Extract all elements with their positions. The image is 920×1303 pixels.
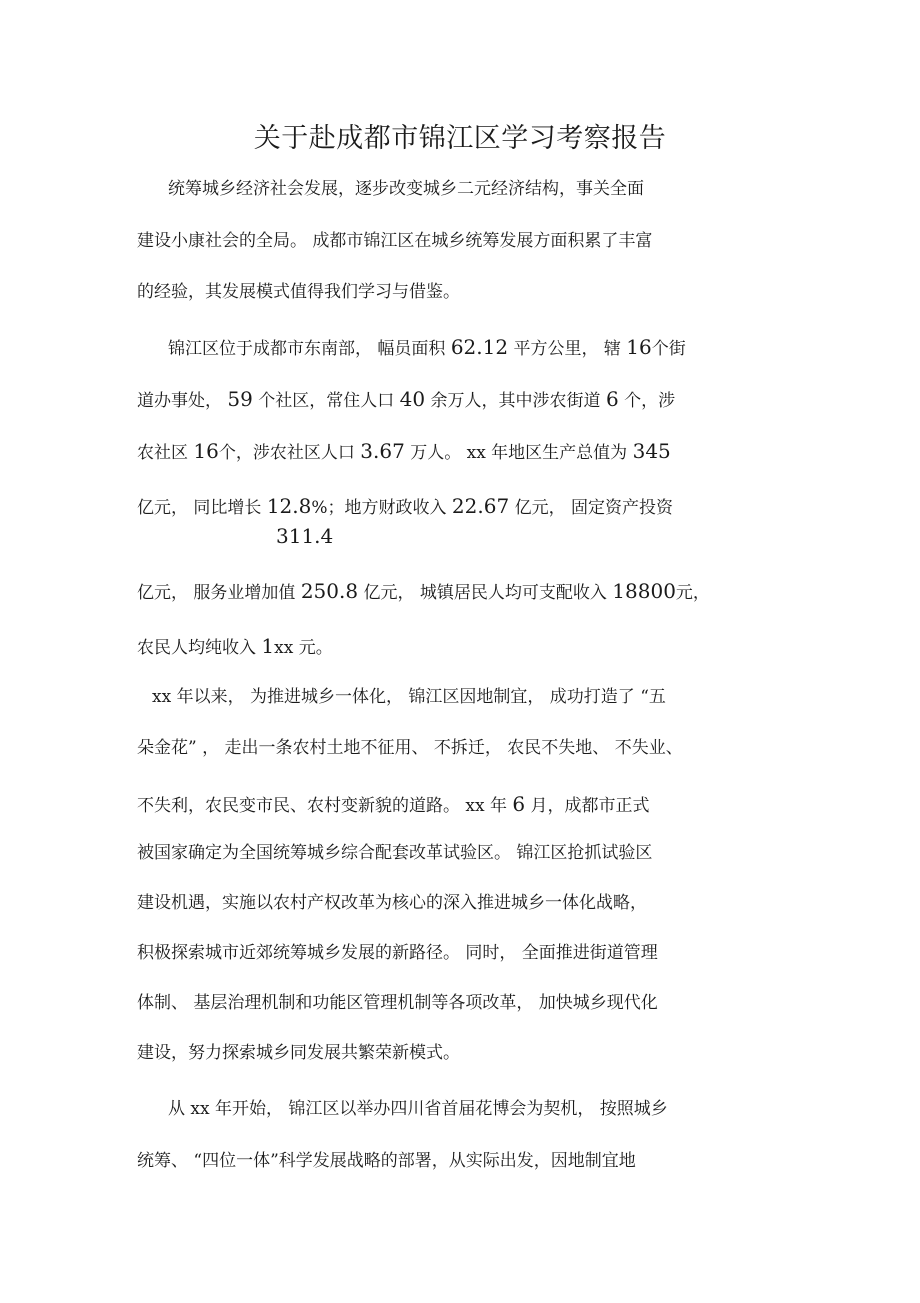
p2-line-3: 农社区 16个，涉农社区人口 3.67 万人。 xx 年地区生产总值为 345 [137, 439, 671, 463]
p2-line-6: 农民人均纯收入 1xx 元。 [137, 634, 333, 658]
p1-line-3: 的经验，其发展模式值得我们学习与借鉴。 [137, 282, 460, 302]
p2-line-1: 锦江区位于成都市东南部， 幅员面积 62.12 平方公里， 辖 16个街 [168, 335, 686, 359]
p2-line-5: 亿元， 服务业增加值 250.8 亿元， 城镇居民人均可支配收入 18800元， [137, 579, 710, 603]
p2-line-4b: 311.4 [276, 524, 334, 548]
p4-line-1: 从 xx 年开始， 锦江区以举办四川省首届花博会为契机， 按照城乡 [168, 1099, 668, 1119]
p3-line-8: 建设，努力探索城乡同发展共繁荣新模式。 [137, 1043, 460, 1063]
p3-line-4: 被国家确定为全国统筹城乡综合配套改革试验区。 锦江区抢抓试验区 [137, 843, 653, 863]
p4-line-2: 统筹、 “四位一体”科学发展战略的部署，从实际出发，因地制宜地 [137, 1151, 636, 1171]
p3-line-2: 朵金花” ， 走出一条农村土地不征用、 不拆迁， 农民不失地、 不失业、 [137, 738, 683, 758]
p2-line-4: 亿元， 同比增长 12.8%；地方财政收入 22.67 亿元， 固定资产投资 [137, 494, 673, 518]
p2-line-2: 道办事处， 59 个社区，常住人口 40 余万人，其中涉农街道 6 个，涉 [137, 387, 676, 411]
p1-line-2: 建设小康社会的全局。 成都市锦江区在城乡统筹发展方面积累了丰富 [137, 231, 653, 251]
p3-line-5: 建设机遇，实施以农村产权改革为核心的深入推进城乡一体化战略， [137, 893, 647, 913]
p3-line-7: 体制、 基层治理机制和功能区管理机制等各项改革， 加快城乡现代化 [137, 993, 658, 1013]
p3-line-6: 积极探索城市近郊统筹城乡发展的新路径。 同时， 全面推进街道管理 [137, 943, 658, 963]
p1-line-1: 统筹城乡经济社会发展，逐步改变城乡二元经济结构，事关全面 [168, 179, 644, 199]
document-title: 关于赴成都市锦江区学习考察报告 [253, 123, 667, 154]
p3-line-1: xx 年以来， 为推进城乡一体化， 锦江区因地制宜， 成功打造了 “五 [152, 687, 666, 707]
p3-line-3: 不失利，农民变市民、农村变新貌的道路。 xx 年 6 月，成都市正式 [137, 792, 650, 816]
